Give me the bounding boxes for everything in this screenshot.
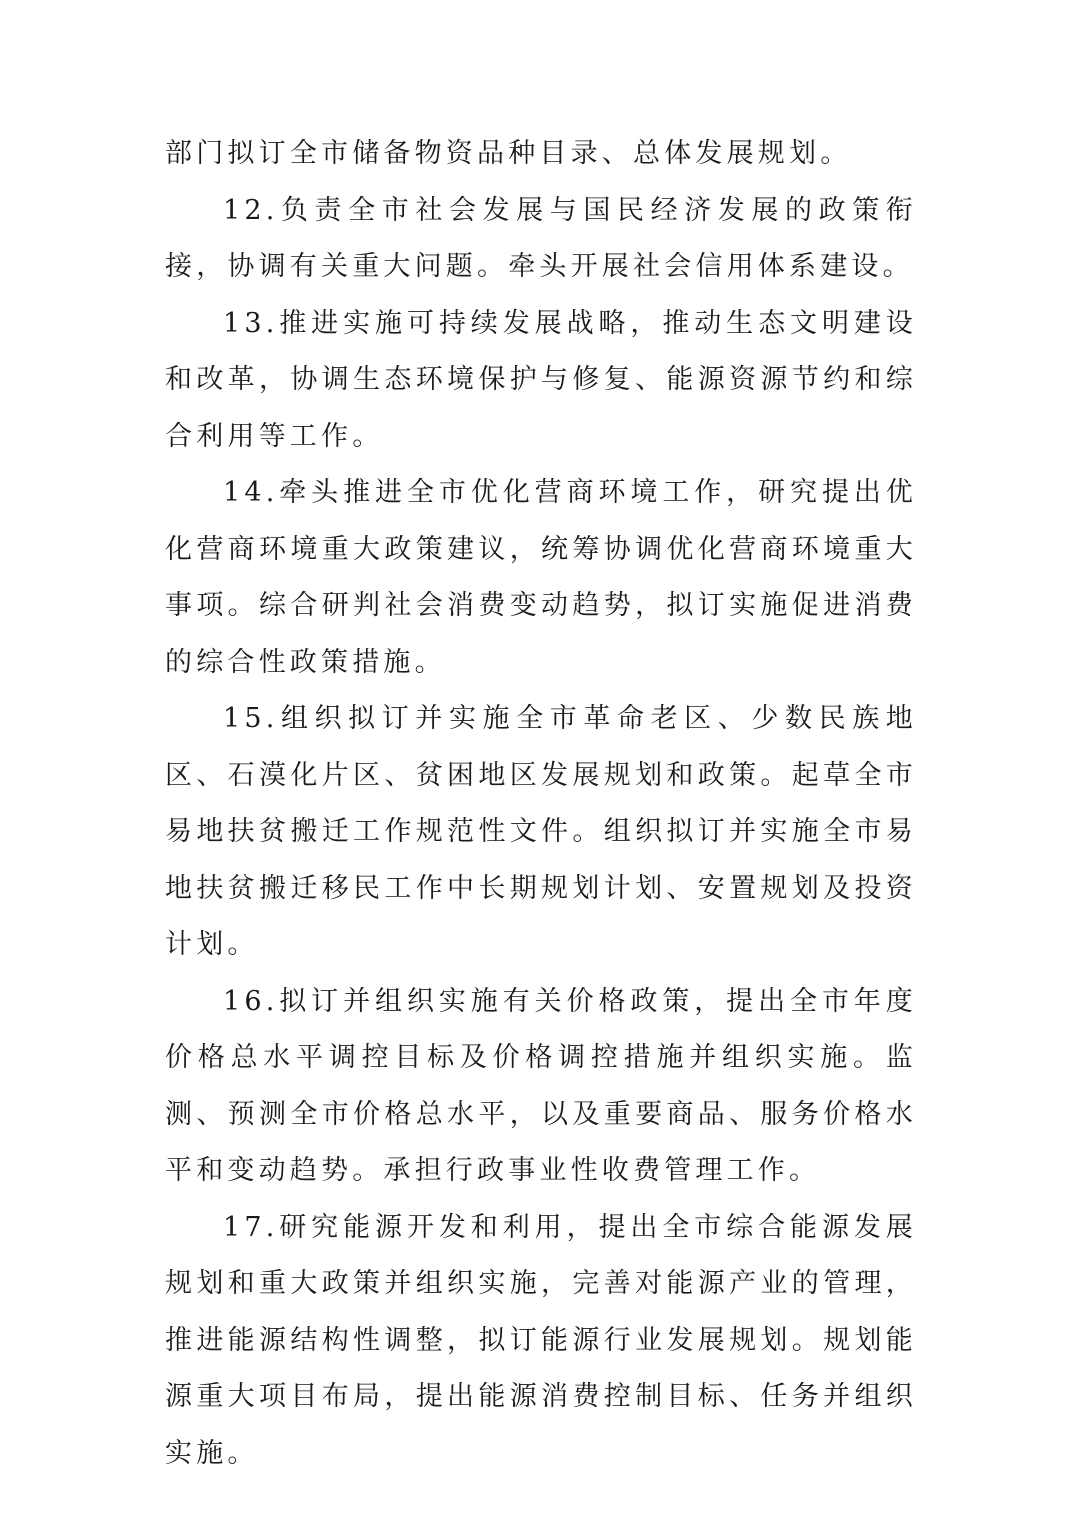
paragraph-item-15: 15.组织拟订并实施全市革命老区、少数民族地区、石漠化片区、贫困地区发展规划和政策。起草全市易地扶贫搬迁工作规范性文件。组织拟订并实施全市易地扶贫搬迁移民工作中长期规划计划、安置规划及投资计划。 [165, 703, 917, 960]
paragraph-item-12: 12.负责全市社会发展与国民经济发展的政策衔接，协调有关重大问题。牵头开展社会信用体系建设。 [165, 194, 917, 282]
paragraph-item-17: 17.研究能源开发和利用，提出全市综合能源发展规划和重大政策并组织实施，完善对能源产业的管理，推进能源结构性调整，拟订能源行业发展规划。规划能源重大项目布局，提出能源消费控制目标、任务并组织实施。 [165, 1211, 917, 1469]
document-body [165, 126, 917, 1482]
paragraph-continuation: 部门拟订全市储备物资品种目录、总体发展规划。 [165, 138, 852, 169]
paragraph-item-14: 14.牵头推进全市优化营商环境工作，研究提出优化营商环境重大政策建议，统筹协调优化营商环境重大事项。综合研判社会消费变动趋势，拟订实施促进消费的综合性政策措施。 [165, 477, 917, 678]
paragraph-item-13: 13.推进实施可持续发展战略，推动生态文明建设和改革，协调生态环境保护与修复、能源资源节约和综合利用等工作。 [165, 307, 917, 452]
paragraph-item-16: 16.拟订并组织实施有关价格政策，提出全市年度价格总水平调控目标及价格调控措施并组织实施。监测、预测全市价格总水平，以及重要商品、服务价格水平和变动趋势。承担行政事业性收费管理工作。 [165, 985, 917, 1186]
